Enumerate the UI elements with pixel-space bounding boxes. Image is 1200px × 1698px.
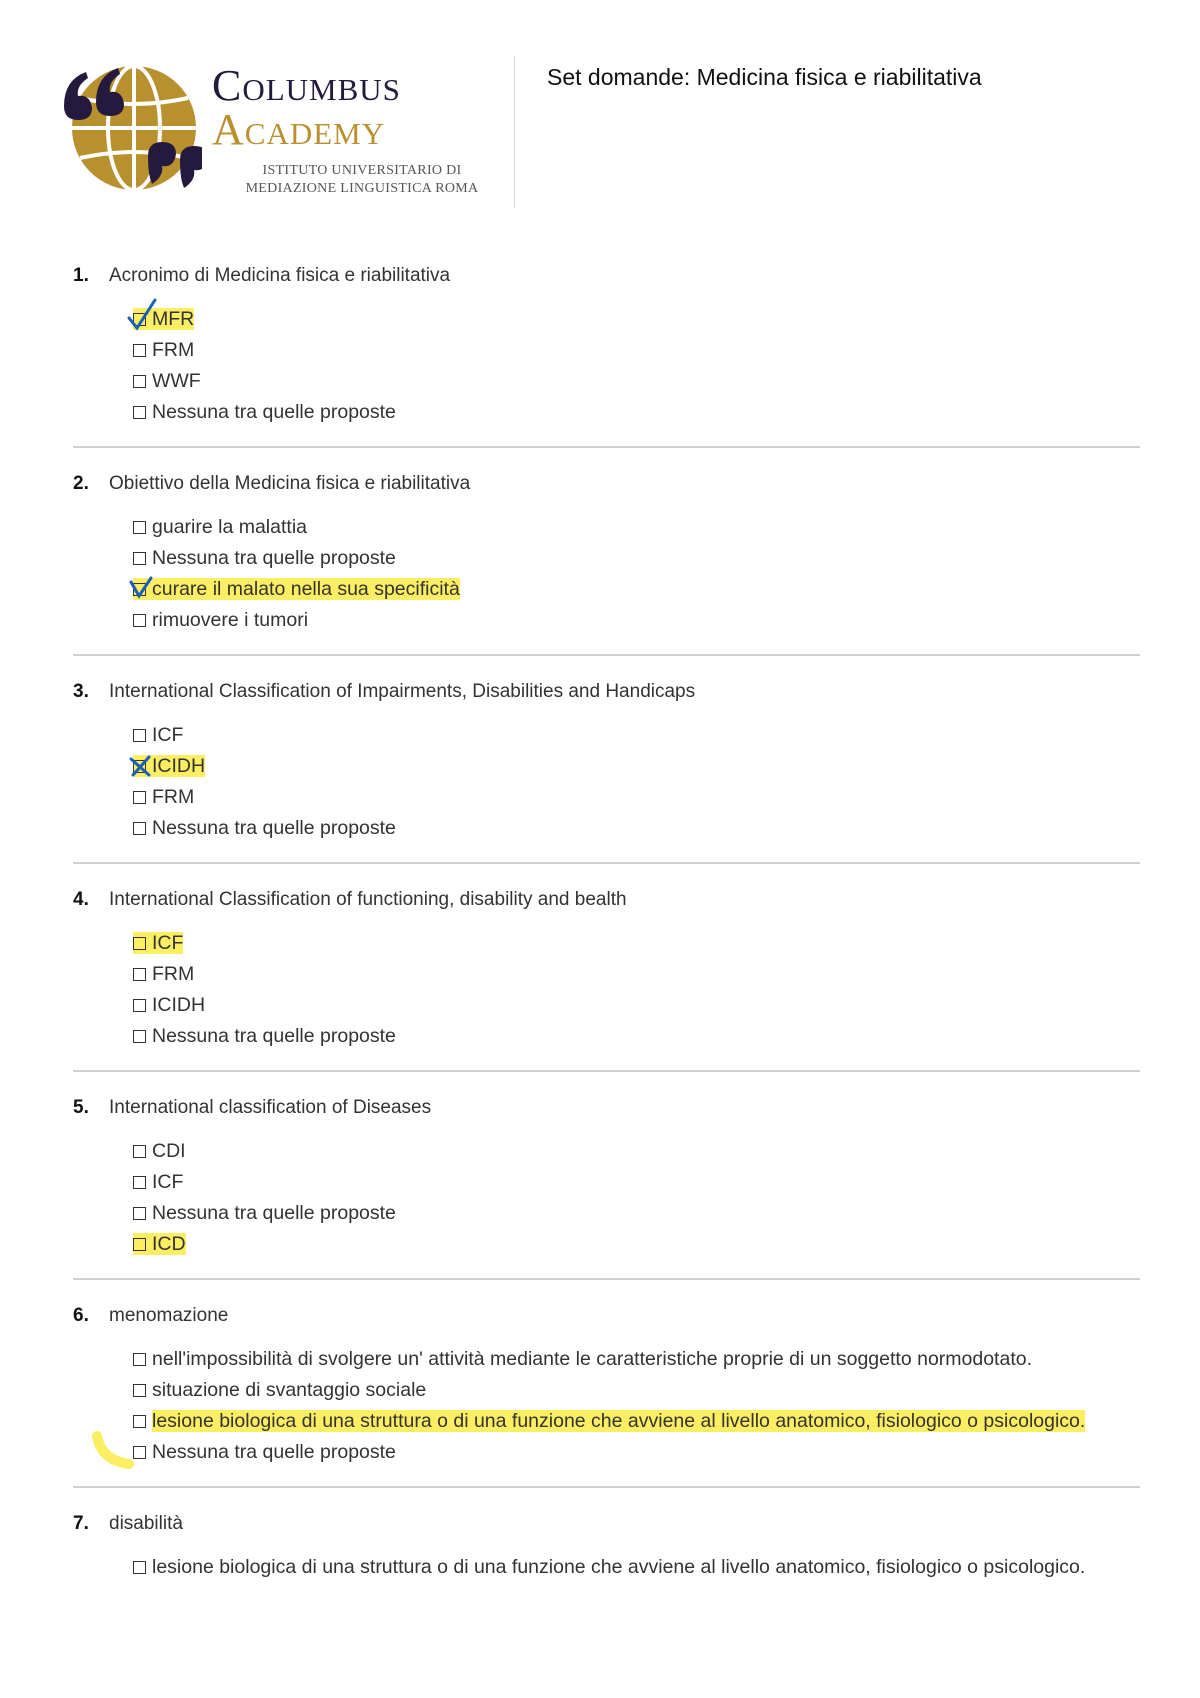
option-list bbox=[73, 1552, 1140, 1583]
header-divider bbox=[514, 56, 515, 208]
question-3 bbox=[73, 678, 1140, 864]
option-item[interactable] bbox=[133, 1552, 1133, 1583]
question-separator bbox=[73, 1070, 1140, 1072]
question-text: Acronimo di Medicina fisica e riabilitativa bbox=[109, 265, 451, 286]
question-text: disabilità bbox=[109, 1513, 183, 1534]
checkbox-icon[interactable] bbox=[133, 999, 146, 1012]
option-label: Nessuna tra quelle proposte bbox=[152, 1441, 396, 1463]
option-label: ICIDH bbox=[152, 755, 206, 777]
highlight-marker bbox=[133, 932, 183, 954]
question-header bbox=[73, 1302, 1140, 1330]
option-item[interactable] bbox=[133, 720, 1140, 751]
option-label: Nessuna tra quelle proposte bbox=[152, 817, 396, 839]
checkbox-icon[interactable] bbox=[133, 937, 146, 950]
checkbox-icon[interactable] bbox=[133, 614, 146, 627]
option-item[interactable] bbox=[133, 543, 1140, 574]
option-label: situazione di svantaggio sociale bbox=[152, 1379, 427, 1401]
checkbox-icon[interactable] bbox=[133, 1353, 146, 1366]
question-5 bbox=[73, 1094, 1140, 1280]
option-label: FRM bbox=[152, 786, 195, 808]
checkbox-icon[interactable] bbox=[133, 1446, 146, 1459]
option-list bbox=[73, 512, 1140, 636]
question-header bbox=[73, 470, 1140, 498]
option-label: ICF bbox=[152, 724, 184, 746]
option-list bbox=[73, 928, 1140, 1052]
option-list bbox=[73, 304, 1140, 428]
option-label: Nessuna tra quelle proposte bbox=[152, 547, 396, 569]
option-list bbox=[73, 720, 1140, 844]
option-label: curare il malato nella sua specificità bbox=[152, 578, 460, 600]
checkbox-icon[interactable] bbox=[133, 1145, 146, 1158]
question-2 bbox=[73, 470, 1140, 656]
option-label: FRM bbox=[152, 339, 195, 361]
option-label: lesione biologica di una struttura o di una funzione che avviene al livello anatomico, fisiologico o psicologico. bbox=[152, 1410, 1086, 1432]
option-item[interactable] bbox=[133, 990, 1140, 1021]
question-separator bbox=[73, 654, 1140, 656]
option-item[interactable] bbox=[133, 813, 1140, 844]
option-label: WWF bbox=[152, 370, 201, 392]
checkbox-icon[interactable] bbox=[133, 968, 146, 981]
option-item[interactable] bbox=[133, 574, 1140, 605]
option-list bbox=[73, 1344, 1140, 1468]
question-number: 2. bbox=[73, 473, 89, 494]
pen-checkmark-icon bbox=[125, 304, 165, 334]
question-text: International Classification of Impairments, Disabilities and Handicaps bbox=[109, 681, 696, 702]
question-header bbox=[73, 1094, 1140, 1122]
question-text: Obiettivo della Medicina fisica e riabilitativa bbox=[109, 473, 471, 494]
option-item[interactable] bbox=[133, 605, 1140, 636]
question-1 bbox=[73, 262, 1140, 448]
question-separator bbox=[73, 862, 1140, 864]
highlight-marker bbox=[133, 578, 460, 600]
option-item[interactable] bbox=[133, 1375, 1140, 1406]
question-separator bbox=[73, 1278, 1140, 1280]
option-label: ICF bbox=[152, 932, 184, 954]
option-label: Nessuna tra quelle proposte bbox=[152, 401, 396, 423]
checkbox-icon[interactable] bbox=[133, 1176, 146, 1189]
option-item[interactable] bbox=[133, 1406, 1133, 1437]
question-number: 5. bbox=[73, 1097, 89, 1118]
option-item[interactable] bbox=[133, 1437, 1140, 1468]
document-title: Set domande: Medicina fisica e riabilitativa bbox=[547, 64, 982, 90]
option-label: rimuovere i tumori bbox=[152, 609, 309, 631]
option-item[interactable] bbox=[133, 1229, 1140, 1260]
checkbox-icon[interactable] bbox=[133, 1030, 146, 1043]
question-7 bbox=[73, 1510, 1140, 1583]
checkbox-icon[interactable] bbox=[133, 1415, 146, 1428]
pen-checkmark-icon bbox=[125, 574, 165, 604]
option-item[interactable] bbox=[133, 1136, 1140, 1167]
question-separator bbox=[73, 446, 1140, 448]
option-item[interactable] bbox=[133, 1344, 1113, 1375]
question-number: 7. bbox=[73, 1513, 89, 1534]
checkbox-icon[interactable] bbox=[133, 552, 146, 565]
logo-subtitle-line-1: ISTITUTO UNIVERSITARIO DI bbox=[262, 163, 462, 178]
question-header bbox=[73, 1510, 1140, 1538]
option-item[interactable] bbox=[133, 1167, 1140, 1198]
option-item[interactable] bbox=[133, 366, 1140, 397]
option-item[interactable] bbox=[133, 782, 1140, 813]
option-item[interactable] bbox=[133, 928, 1140, 959]
option-item[interactable] bbox=[133, 1021, 1140, 1052]
question-number: 6. bbox=[73, 1305, 89, 1326]
checkbox-icon[interactable] bbox=[133, 1238, 146, 1251]
option-item[interactable] bbox=[133, 397, 1140, 428]
question-text: menomazione bbox=[109, 1305, 229, 1326]
question-number: 1. bbox=[73, 265, 89, 286]
checkbox-icon[interactable] bbox=[133, 406, 146, 419]
option-label: guarire la malattia bbox=[152, 516, 307, 538]
question-list bbox=[73, 262, 1140, 1583]
question-number: 4. bbox=[73, 889, 89, 910]
option-item[interactable] bbox=[133, 512, 1140, 543]
option-label: ICF bbox=[152, 1171, 184, 1193]
option-item[interactable] bbox=[133, 751, 1140, 782]
columbus-academy-logo bbox=[62, 58, 482, 208]
page-header bbox=[0, 0, 1200, 220]
checkbox-icon[interactable] bbox=[133, 375, 146, 388]
question-header bbox=[73, 678, 1140, 706]
question-header bbox=[73, 262, 1140, 290]
option-label: lesione biologica di una struttura o di una funzione che avviene al livello anatomico, fisiologico o psicologico. bbox=[152, 1556, 1086, 1578]
option-item[interactable] bbox=[133, 304, 1140, 335]
option-item[interactable] bbox=[133, 959, 1140, 990]
globe-quote-emblem-icon bbox=[62, 58, 202, 198]
question-6 bbox=[73, 1302, 1140, 1488]
checkbox-icon[interactable] bbox=[133, 729, 146, 742]
option-label: ICIDH bbox=[152, 994, 206, 1016]
option-label: Nessuna tra quelle proposte bbox=[152, 1202, 396, 1224]
checkbox-icon[interactable] bbox=[133, 344, 146, 357]
option-label: CDI bbox=[152, 1140, 186, 1162]
question-number: 3. bbox=[73, 681, 89, 702]
option-label: MFR bbox=[152, 308, 195, 330]
question-text: International Classification of functioning, disability and bealth bbox=[109, 889, 627, 910]
checkbox-icon[interactable] bbox=[133, 1561, 146, 1574]
question-header bbox=[73, 886, 1140, 914]
logo-wordmark-columbus: Columbus bbox=[212, 61, 401, 110]
option-item[interactable] bbox=[133, 1198, 1140, 1229]
option-label: ICD bbox=[152, 1233, 186, 1255]
option-label: FRM bbox=[152, 963, 195, 985]
logo-subtitle-line-2: MEDIAZIONE LINGUISTICA ROMA bbox=[245, 181, 479, 196]
pen-cross-icon bbox=[125, 751, 165, 781]
option-item[interactable] bbox=[133, 335, 1140, 366]
question-text: International classification of Diseases bbox=[109, 1097, 432, 1118]
checkbox-icon[interactable] bbox=[133, 791, 146, 804]
checkbox-icon[interactable] bbox=[133, 822, 146, 835]
option-label: Nessuna tra quelle proposte bbox=[152, 1025, 396, 1047]
logo-wordmark-academy: Academy bbox=[212, 105, 386, 154]
highlight-marker bbox=[133, 1233, 186, 1255]
question-4 bbox=[73, 886, 1140, 1072]
checkbox-icon[interactable] bbox=[133, 1384, 146, 1397]
question-separator bbox=[73, 1486, 1140, 1488]
option-list bbox=[73, 1136, 1140, 1260]
checkbox-icon[interactable] bbox=[133, 521, 146, 534]
checkbox-icon[interactable] bbox=[133, 1207, 146, 1220]
option-label: nell'impossibilità di svolgere un' attività mediante le caratteristiche proprie di un soggetto normodotato. bbox=[152, 1348, 1033, 1370]
